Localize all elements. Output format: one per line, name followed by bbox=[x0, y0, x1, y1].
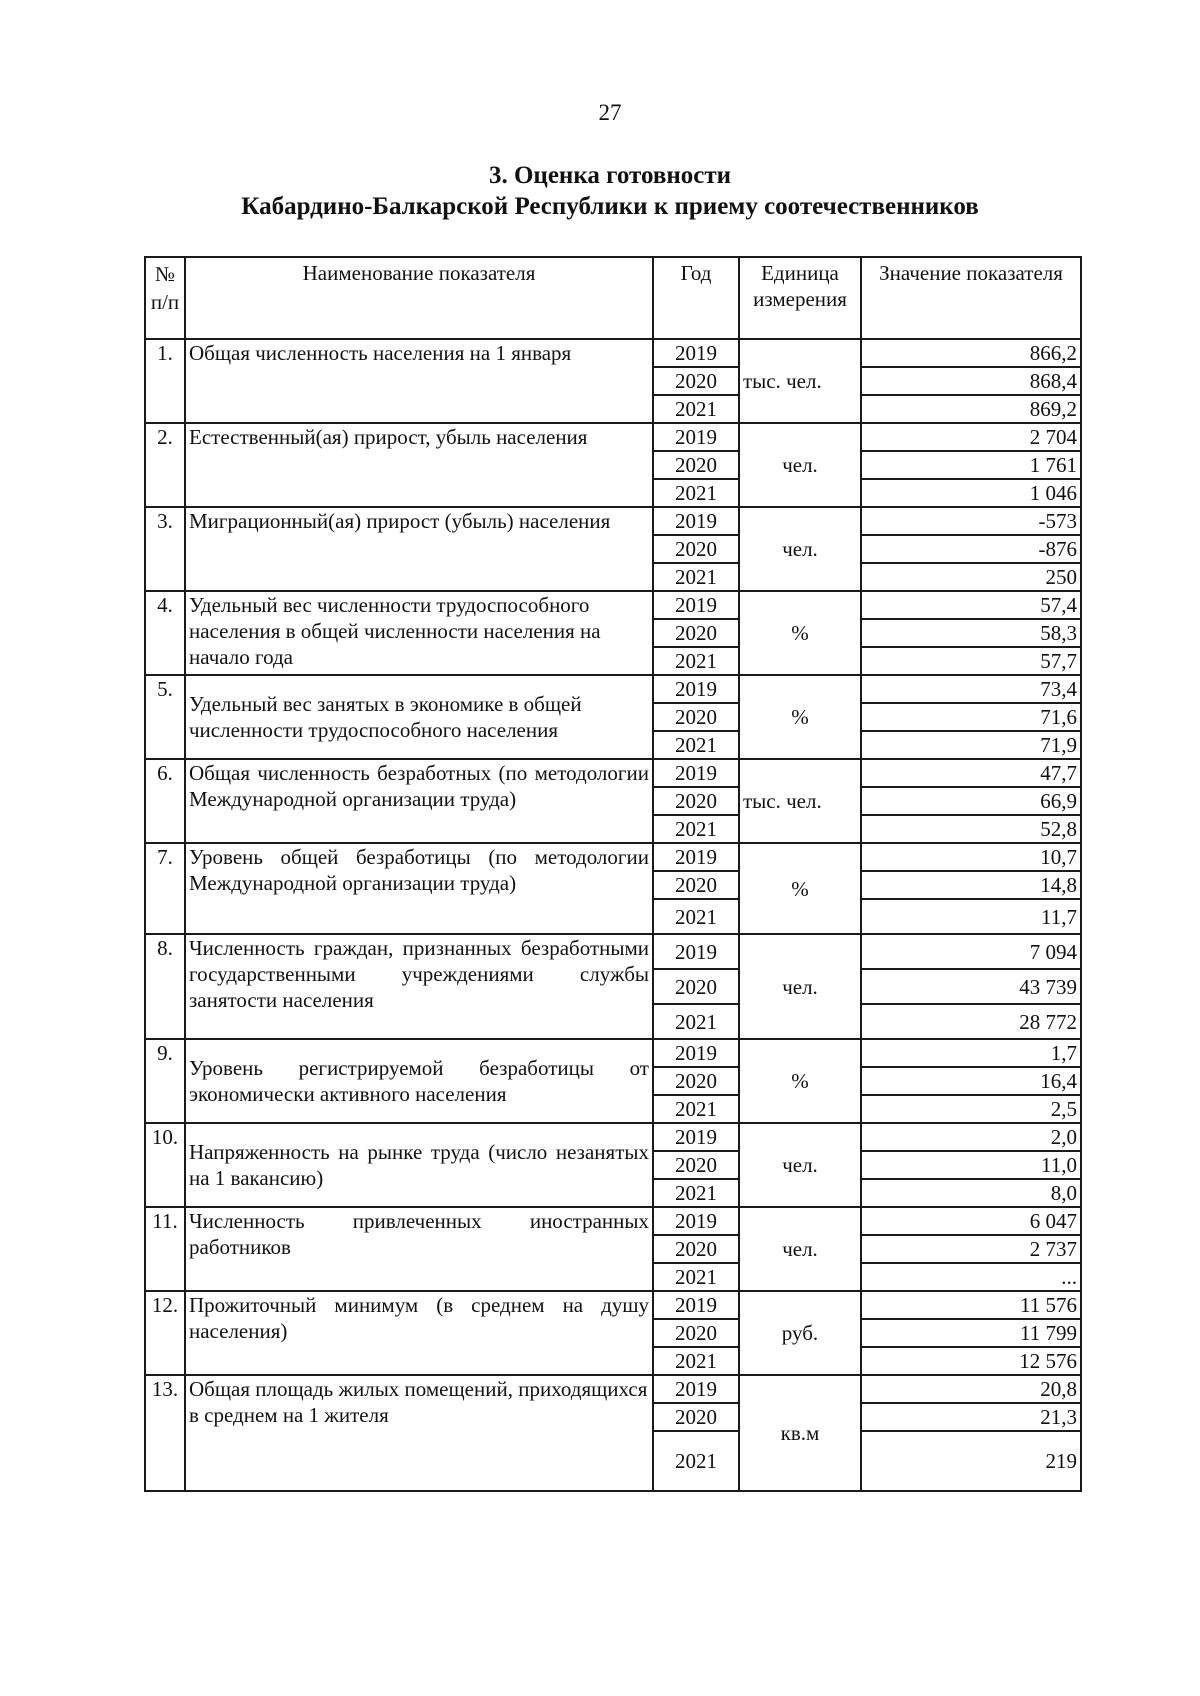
year-cell: 2020 bbox=[653, 1151, 739, 1179]
year-cell: 2020 bbox=[653, 1319, 739, 1347]
page-number: 27 bbox=[598, 100, 622, 125]
table-row bbox=[145, 675, 1081, 703]
indicator-name: Общая численность безработных (по методологии Международной организации труда) bbox=[185, 759, 653, 843]
unit-cell: чел. bbox=[739, 507, 861, 591]
year-cell: 2019 bbox=[653, 675, 739, 703]
value-cell: 866,2 bbox=[861, 339, 1081, 367]
value-cell: -876 bbox=[861, 535, 1081, 563]
value-cell: 73,4 bbox=[861, 675, 1081, 703]
unit-cell: чел. bbox=[739, 423, 861, 507]
indicators-table bbox=[144, 256, 1082, 1492]
year-cell: 2020 bbox=[653, 871, 739, 899]
row-number: 6. bbox=[145, 759, 185, 843]
value-cell: -573 bbox=[861, 507, 1081, 535]
indicator-name: Удельный вес занятых в экономике в общей численности трудоспособного населения bbox=[185, 675, 653, 759]
indicator-name: Прожиточный минимум (в среднем на душу населения) bbox=[185, 1291, 653, 1375]
table-row bbox=[145, 339, 1081, 367]
year-cell: 2021 bbox=[653, 899, 739, 934]
year-cell: 2021 bbox=[653, 731, 739, 759]
indicator-name: Общая площадь жилых помещений, приходящихся в среднем на 1 жителя bbox=[185, 1375, 653, 1491]
value-cell: 8,0 bbox=[861, 1179, 1081, 1207]
value-cell: 868,4 bbox=[861, 367, 1081, 395]
indicator-name: Численность привлеченных иностранных работников bbox=[185, 1207, 653, 1291]
value-cell: 219 bbox=[861, 1431, 1081, 1491]
year-cell: 2020 bbox=[653, 535, 739, 563]
year-cell: 2021 bbox=[653, 1095, 739, 1123]
value-cell: 28 772 bbox=[861, 1004, 1081, 1039]
title-line-1: 3. Оценка готовности bbox=[488, 162, 732, 189]
year-cell: 2020 bbox=[653, 367, 739, 395]
year-cell: 2020 bbox=[653, 787, 739, 815]
row-number: 1. bbox=[145, 339, 185, 423]
indicator-name: Численность граждан, признанных безработными государственными учреждениями службы занятости населения bbox=[185, 934, 653, 1039]
table-row bbox=[145, 1039, 1081, 1067]
row-number: 5. bbox=[145, 675, 185, 759]
year-cell: 2019 bbox=[653, 1039, 739, 1067]
row-number: 9. bbox=[145, 1039, 185, 1123]
value-cell: ... bbox=[861, 1263, 1081, 1291]
row-number: 13. bbox=[145, 1375, 185, 1491]
value-cell: 11 576 bbox=[861, 1291, 1081, 1319]
year-cell: 2021 bbox=[653, 1004, 739, 1039]
unit-cell: чел. bbox=[739, 1123, 861, 1207]
unit-cell: кв.м bbox=[739, 1375, 861, 1491]
row-number: 2. bbox=[145, 423, 185, 507]
table-row bbox=[145, 1123, 1081, 1151]
unit-cell: руб. bbox=[739, 1291, 861, 1375]
year-cell: 2019 bbox=[653, 843, 739, 871]
year-cell: 2019 bbox=[653, 423, 739, 451]
unit-cell: % bbox=[739, 843, 861, 934]
year-cell: 2020 bbox=[653, 619, 739, 647]
indicator-name: Естественный(ая) прирост, убыль населения bbox=[185, 423, 653, 507]
indicator-name: Миграционный(ая) прирост (убыль) населения bbox=[185, 507, 653, 591]
year-cell: 2020 bbox=[653, 969, 739, 1004]
value-cell: 16,4 bbox=[861, 1067, 1081, 1095]
value-cell: 71,6 bbox=[861, 703, 1081, 731]
year-cell: 2021 bbox=[653, 479, 739, 507]
row-number: 10. bbox=[145, 1123, 185, 1207]
table-row bbox=[145, 843, 1081, 871]
year-cell: 2019 bbox=[653, 1123, 739, 1151]
year-cell: 2020 bbox=[653, 703, 739, 731]
value-cell: 2 704 bbox=[861, 423, 1081, 451]
year-cell: 2019 bbox=[653, 934, 739, 969]
indicator-name: Напряженность на рынке труда (число незанятых на 1 вакансию) bbox=[185, 1123, 653, 1207]
value-cell: 7 094 bbox=[861, 934, 1081, 969]
header-value: Значение показателя bbox=[861, 257, 1081, 339]
header-num: № п/п bbox=[145, 257, 185, 339]
value-cell: 1,7 bbox=[861, 1039, 1081, 1067]
year-cell: 2020 bbox=[653, 1235, 739, 1263]
table-row bbox=[145, 1207, 1081, 1235]
value-cell: 58,3 bbox=[861, 619, 1081, 647]
indicator-name: Уровень общей безработицы (по методологии Международной организации труда) bbox=[185, 843, 653, 934]
year-cell: 2021 bbox=[653, 1179, 739, 1207]
value-cell: 2,5 bbox=[861, 1095, 1081, 1123]
value-cell: 66,9 bbox=[861, 787, 1081, 815]
value-cell: 1 761 bbox=[861, 451, 1081, 479]
value-cell: 21,3 bbox=[861, 1403, 1081, 1431]
value-cell: 20,8 bbox=[861, 1375, 1081, 1403]
unit-cell: чел. bbox=[739, 934, 861, 1039]
header-unit: Единица измерения bbox=[739, 257, 861, 339]
value-cell: 57,7 bbox=[861, 647, 1081, 675]
unit-cell: тыс. чел. bbox=[739, 759, 861, 843]
indicator-name: Удельный вес численности трудоспособного населения в общей численности населения на начало года bbox=[185, 591, 653, 675]
unit-cell: чел. bbox=[739, 1207, 861, 1291]
row-number: 11. bbox=[145, 1207, 185, 1291]
year-cell: 2021 bbox=[653, 647, 739, 675]
table-row bbox=[145, 1375, 1081, 1403]
table-row bbox=[145, 591, 1081, 619]
year-cell: 2021 bbox=[653, 815, 739, 843]
row-number: 3. bbox=[145, 507, 185, 591]
year-cell: 2021 bbox=[653, 1431, 739, 1491]
year-cell: 2020 bbox=[653, 451, 739, 479]
table-row bbox=[145, 1291, 1081, 1319]
year-cell: 2019 bbox=[653, 591, 739, 619]
unit-cell: % bbox=[739, 1039, 861, 1123]
value-cell: 10,7 bbox=[861, 843, 1081, 871]
year-cell: 2019 bbox=[653, 1207, 739, 1235]
value-cell: 11,0 bbox=[861, 1151, 1081, 1179]
row-number: 7. bbox=[145, 843, 185, 934]
table-row bbox=[145, 507, 1081, 535]
year-cell: 2019 bbox=[653, 339, 739, 367]
value-cell: 869,2 bbox=[861, 395, 1081, 423]
value-cell: 6 047 bbox=[861, 1207, 1081, 1235]
row-number: 12. bbox=[145, 1291, 185, 1375]
value-cell: 11 799 bbox=[861, 1319, 1081, 1347]
row-number: 8. bbox=[145, 934, 185, 1039]
value-cell: 14,8 bbox=[861, 871, 1081, 899]
value-cell: 250 bbox=[861, 563, 1081, 591]
header-year: Год bbox=[653, 257, 739, 339]
value-cell: 57,4 bbox=[861, 591, 1081, 619]
header-name: Наименование показателя bbox=[185, 257, 653, 339]
year-cell: 2020 bbox=[653, 1403, 739, 1431]
value-cell: 2 737 bbox=[861, 1235, 1081, 1263]
row-number: 4. bbox=[145, 591, 185, 675]
year-cell: 2019 bbox=[653, 1375, 739, 1403]
unit-cell: % bbox=[739, 591, 861, 675]
value-cell: 11,7 bbox=[861, 899, 1081, 934]
value-cell: 12 576 bbox=[861, 1347, 1081, 1375]
table-row bbox=[145, 934, 1081, 969]
indicator-name: Общая численность населения на 1 января bbox=[185, 339, 653, 423]
value-cell: 71,9 bbox=[861, 731, 1081, 759]
unit-cell: тыс. чел. bbox=[739, 339, 861, 423]
document-title bbox=[0, 160, 1200, 222]
year-cell: 2021 bbox=[653, 395, 739, 423]
table-row bbox=[145, 759, 1081, 787]
year-cell: 2019 bbox=[653, 1291, 739, 1319]
year-cell: 2021 bbox=[653, 563, 739, 591]
title-line-2: Кабардино-Балкарской Республики к приему соотечественников bbox=[241, 193, 979, 220]
value-cell: 47,7 bbox=[861, 759, 1081, 787]
year-cell: 2019 bbox=[653, 759, 739, 787]
unit-cell: % bbox=[739, 675, 861, 759]
value-cell: 43 739 bbox=[861, 969, 1081, 1004]
value-cell: 2,0 bbox=[861, 1123, 1081, 1151]
year-cell: 2020 bbox=[653, 1067, 739, 1095]
year-cell: 2021 bbox=[653, 1347, 739, 1375]
value-cell: 52,8 bbox=[861, 815, 1081, 843]
year-cell: 2021 bbox=[653, 1263, 739, 1291]
year-cell: 2019 bbox=[653, 507, 739, 535]
table-header-row bbox=[145, 257, 1081, 339]
value-cell: 1 046 bbox=[861, 479, 1081, 507]
indicator-name: Уровень регистрируемой безработицы от экономически активного населения bbox=[185, 1039, 653, 1123]
table-row bbox=[145, 423, 1081, 451]
